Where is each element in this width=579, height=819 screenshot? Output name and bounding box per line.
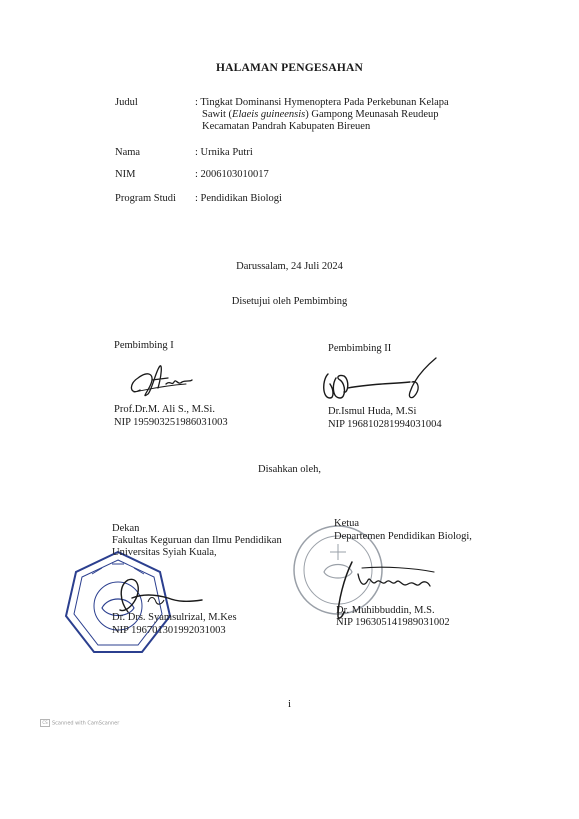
dean-faculty: Fakultas Keguruan dan Ilmu Pendidikan: [112, 535, 282, 546]
nim-value: : 2006103010017: [195, 169, 269, 180]
nama-value: : Urnika Putri: [195, 147, 253, 158]
judul-line1: : Tingkat Dominansi Hymenoptera Pada Perkebunan Kelapa: [195, 97, 449, 108]
dean-nip: NIP 196701301992031003: [112, 625, 226, 636]
prodi-value: : Pendidikan Biologi: [195, 193, 282, 204]
head-department: Departemen Pendidikan Biologi,: [334, 531, 472, 542]
judul-value: [195, 97, 485, 133]
scanner-watermark: [40, 719, 119, 727]
prodi-label: Program Studi: [115, 193, 176, 204]
head-nip: NIP 196305141989031002: [336, 617, 450, 628]
supervisor2-nip: NIP 196810281994031004: [328, 419, 442, 430]
camscanner-icon: CS: [40, 719, 50, 727]
judul-label: Judul: [115, 97, 138, 108]
supervisor1-name: Prof.Dr.M. Ali S., M.Si.: [114, 404, 215, 415]
supervisor2-role: Pembimbing II: [328, 343, 392, 354]
species-name: Elaeis guineensis: [232, 109, 306, 120]
supervisor2-signature: [318, 354, 442, 406]
nim-label: NIM: [115, 169, 136, 180]
dean-university: Universitas Syiah Kuala,: [112, 547, 217, 558]
dean-role: Dekan: [112, 523, 140, 534]
judul-line2-pre: Sawit (: [202, 109, 233, 120]
place-date: Darussalam, 24 Juli 2024: [236, 261, 343, 272]
judul-line2: [195, 109, 439, 120]
dean-name: Dr. Drs. Syamsulrizal, M.Kes: [112, 612, 237, 623]
head-name: Dr. Muhibbuddin, M.S.: [336, 605, 435, 616]
ratified-by: Disahkan oleh,: [258, 464, 321, 475]
judul-line2-post: ) Gampong Meunasah Reudeup: [305, 109, 439, 120]
nama-label: Nama: [115, 147, 141, 158]
judul-line3: Kecamatan Pandrah Kabupaten Bireuen: [202, 121, 371, 132]
page-number: i: [287, 698, 292, 710]
supervisor1-role: Pembimbing I: [114, 340, 174, 351]
supervisor1-signature: [126, 360, 206, 404]
supervisor1-nip: NIP 195903251986031003: [114, 417, 228, 428]
head-role: Ketua: [334, 518, 360, 529]
page-title: HALAMAN PENGESAHAN: [215, 62, 364, 74]
approved-by: Disetujui oleh Pembimbing: [231, 296, 348, 307]
supervisor2-name: Dr.Ismul Huda, M.Si: [328, 406, 417, 417]
scanner-mark-text: Scanned with CamScanner: [52, 720, 120, 727]
